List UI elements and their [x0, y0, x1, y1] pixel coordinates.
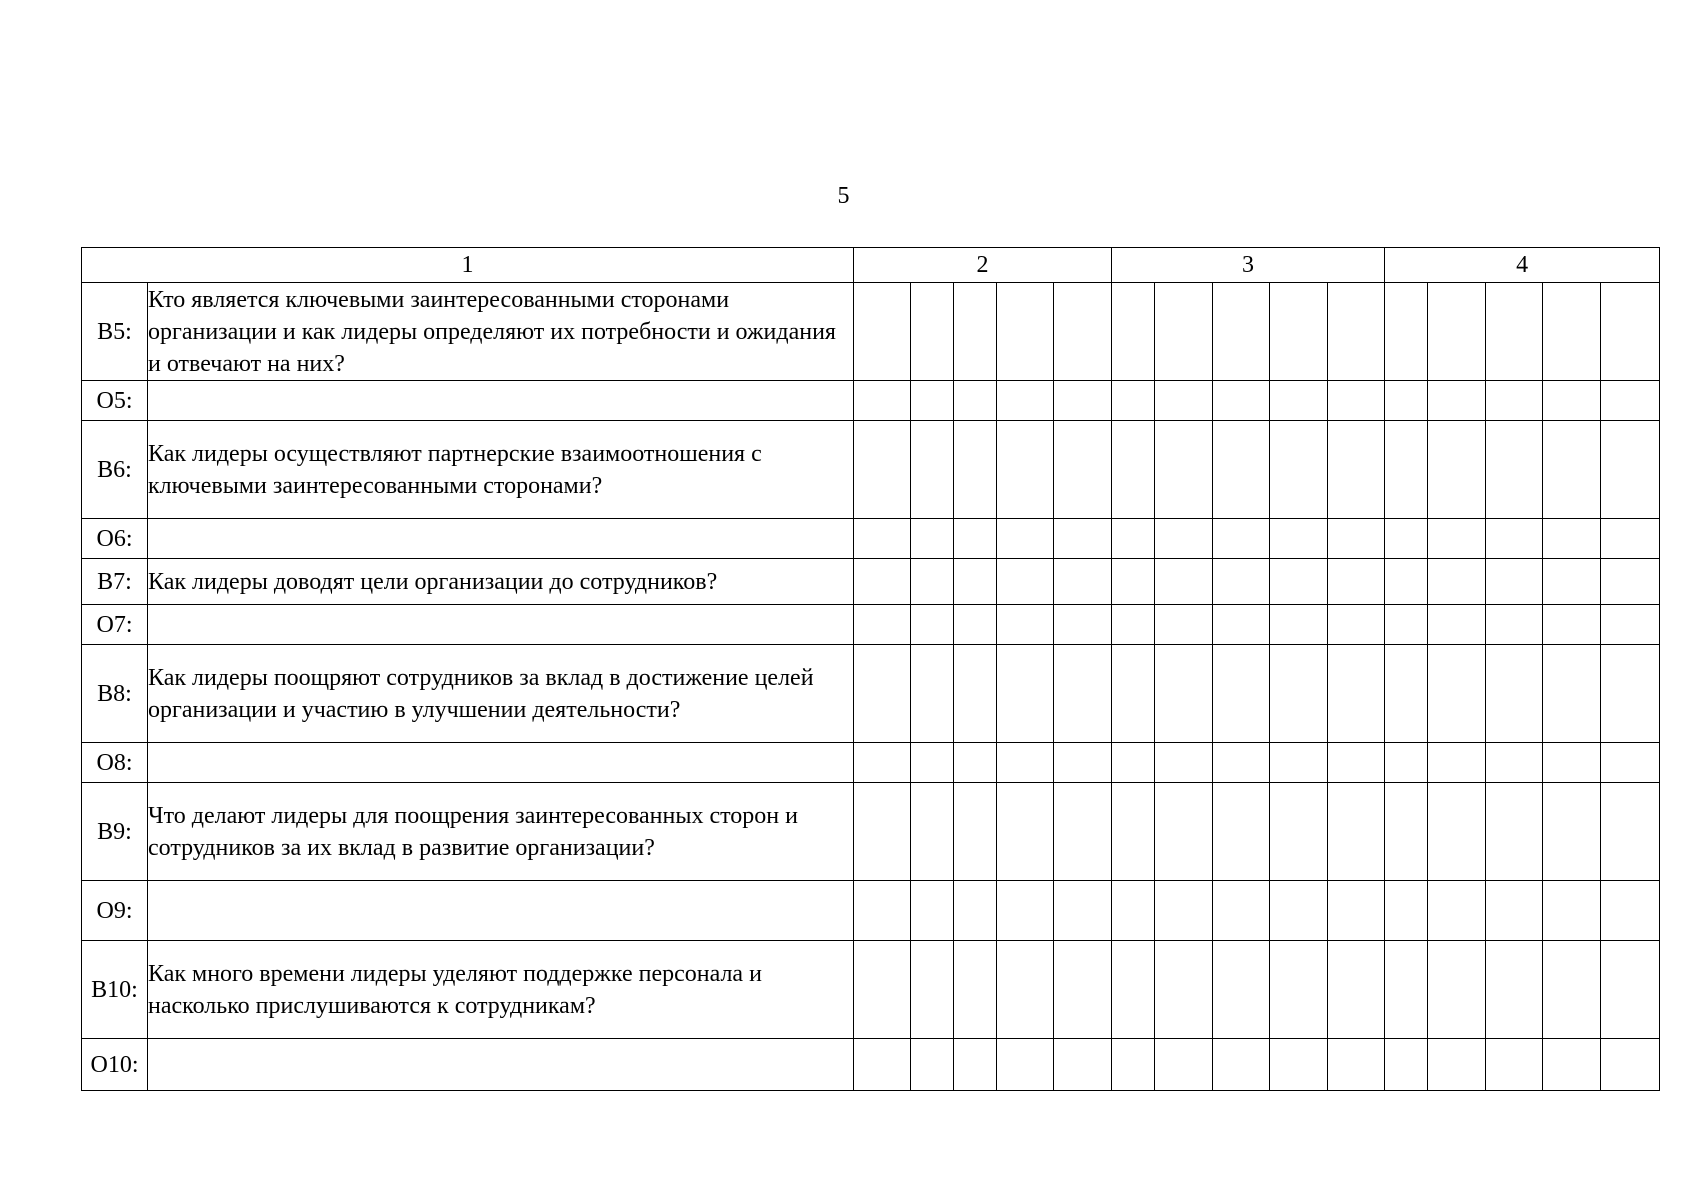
rating-cell-group-4-2	[1428, 645, 1486, 743]
question-text: Как лидеры поощряют сотрудников за вклад в достижение целей организации и участию в улучшении деятельности?	[148, 645, 854, 743]
rating-cell-group-3-5	[1328, 605, 1385, 645]
rating-cell-group-3-2	[1155, 783, 1213, 881]
rating-cell-group-3-5	[1328, 881, 1385, 941]
rating-cell-group-3-2	[1155, 283, 1213, 381]
rating-cell-group-3-3	[1213, 605, 1270, 645]
rating-cell-group-4-3	[1486, 421, 1543, 519]
rating-cell-group-3-3	[1213, 283, 1270, 381]
rating-cell-group-4-5	[1601, 645, 1660, 743]
rating-cell-group-3-4	[1270, 283, 1328, 381]
rating-cell-group-2-5	[1054, 381, 1112, 421]
rating-cell-group-3-3	[1213, 559, 1270, 605]
table-header-row	[82, 248, 1660, 283]
rating-cell-group-3-2	[1155, 559, 1213, 605]
rating-cell-group-2-4	[997, 645, 1054, 743]
answer-code: О6:	[82, 519, 148, 559]
rating-cell-group-2-2	[911, 519, 954, 559]
question-row	[82, 559, 1660, 605]
rating-cell-group-3-2	[1155, 605, 1213, 645]
rating-cell-group-3-1	[1112, 1039, 1155, 1091]
rating-cell-group-2-4	[997, 381, 1054, 421]
rating-cell-group-3-2	[1155, 941, 1213, 1039]
rating-cell-group-4-2	[1428, 941, 1486, 1039]
rating-cell-group-4-1	[1385, 381, 1428, 421]
rating-cell-group-2-5	[1054, 421, 1112, 519]
rating-cell-group-2-1	[854, 743, 911, 783]
rating-cell-group-4-3	[1486, 559, 1543, 605]
rating-cell-group-4-2	[1428, 559, 1486, 605]
rating-cell-group-3-1	[1112, 881, 1155, 941]
rating-cell-group-2-4	[997, 559, 1054, 605]
rating-cell-group-3-3	[1213, 881, 1270, 941]
answer-text-cell	[148, 605, 854, 645]
rating-cell-group-4-5	[1601, 421, 1660, 519]
rating-cell-group-3-5	[1328, 1039, 1385, 1091]
rating-cell-group-3-3	[1213, 1039, 1270, 1091]
rating-cell-group-2-2	[911, 381, 954, 421]
rating-cell-group-4-3	[1486, 881, 1543, 941]
rating-cell-group-2-5	[1054, 519, 1112, 559]
rating-cell-group-4-1	[1385, 559, 1428, 605]
rating-cell-group-2-1	[854, 783, 911, 881]
rating-cell-group-4-2	[1428, 881, 1486, 941]
question-text: Кто является ключевыми заинтересованными сторонами организации и как лидеры определяют их потребности и ожидания и отвечают на них?	[148, 283, 854, 381]
rating-cell-group-4-2	[1428, 743, 1486, 783]
survey-body	[82, 283, 1660, 1091]
rating-cell-group-4-4	[1543, 283, 1601, 381]
rating-cell-group-2-4	[997, 1039, 1054, 1091]
rating-cell-group-2-3	[954, 559, 997, 605]
rating-cell-group-3-2	[1155, 1039, 1213, 1091]
rating-cell-group-4-5	[1601, 283, 1660, 381]
answer-text-cell	[148, 381, 854, 421]
rating-cell-group-2-3	[954, 283, 997, 381]
question-text: Как много времени лидеры уделяют поддержке персонала и насколько прислушиваются к сотрудникам?	[148, 941, 854, 1039]
rating-cell-group-3-1	[1112, 283, 1155, 381]
rating-cell-group-3-3	[1213, 941, 1270, 1039]
rating-cell-group-2-5	[1054, 881, 1112, 941]
rating-cell-group-4-3	[1486, 783, 1543, 881]
rating-cell-group-4-4	[1543, 743, 1601, 783]
question-code: В9:	[82, 783, 148, 881]
answer-code: О7:	[82, 605, 148, 645]
rating-cell-group-4-1	[1385, 1039, 1428, 1091]
answer-row	[82, 881, 1660, 941]
rating-cell-group-3-5	[1328, 519, 1385, 559]
rating-cell-group-3-3	[1213, 743, 1270, 783]
rating-cell-group-3-1	[1112, 941, 1155, 1039]
rating-cell-group-4-4	[1543, 881, 1601, 941]
rating-cell-group-2-2	[911, 1039, 954, 1091]
answer-code: О9:	[82, 881, 148, 941]
answer-text-cell	[148, 743, 854, 783]
rating-cell-group-2-3	[954, 743, 997, 783]
column-header-4: 4	[1385, 248, 1660, 283]
rating-cell-group-2-2	[911, 881, 954, 941]
rating-cell-group-3-4	[1270, 645, 1328, 743]
rating-cell-group-3-1	[1112, 645, 1155, 743]
rating-cell-group-2-1	[854, 605, 911, 645]
rating-cell-group-4-5	[1601, 559, 1660, 605]
rating-cell-group-4-1	[1385, 743, 1428, 783]
question-code: В10:	[82, 941, 148, 1039]
rating-cell-group-2-1	[854, 559, 911, 605]
rating-cell-group-3-3	[1213, 645, 1270, 743]
rating-cell-group-3-1	[1112, 605, 1155, 645]
rating-cell-group-3-1	[1112, 421, 1155, 519]
rating-cell-group-4-5	[1601, 881, 1660, 941]
rating-cell-group-3-4	[1270, 519, 1328, 559]
rating-cell-group-3-4	[1270, 605, 1328, 645]
rating-cell-group-2-2	[911, 941, 954, 1039]
rating-cell-group-3-5	[1328, 743, 1385, 783]
question-row	[82, 941, 1660, 1039]
rating-cell-group-2-5	[1054, 743, 1112, 783]
rating-cell-group-2-3	[954, 421, 997, 519]
rating-cell-group-2-2	[911, 783, 954, 881]
rating-cell-group-3-5	[1328, 783, 1385, 881]
rating-cell-group-4-5	[1601, 1039, 1660, 1091]
rating-cell-group-2-4	[997, 519, 1054, 559]
rating-cell-group-4-5	[1601, 381, 1660, 421]
rating-cell-group-4-2	[1428, 783, 1486, 881]
rating-cell-group-4-3	[1486, 1039, 1543, 1091]
rating-cell-group-4-2	[1428, 519, 1486, 559]
rating-cell-group-4-5	[1601, 743, 1660, 783]
rating-cell-group-3-2	[1155, 519, 1213, 559]
rating-cell-group-2-5	[1054, 1039, 1112, 1091]
rating-cell-group-4-3	[1486, 519, 1543, 559]
rating-cell-group-4-5	[1601, 941, 1660, 1039]
rating-cell-group-3-2	[1155, 645, 1213, 743]
rating-cell-group-4-1	[1385, 645, 1428, 743]
rating-cell-group-3-2	[1155, 421, 1213, 519]
rating-cell-group-3-2	[1155, 881, 1213, 941]
rating-cell-group-2-3	[954, 519, 997, 559]
rating-cell-group-4-4	[1543, 559, 1601, 605]
rating-cell-group-2-1	[854, 1039, 911, 1091]
rating-cell-group-3-4	[1270, 381, 1328, 421]
rating-cell-group-3-5	[1328, 645, 1385, 743]
rating-cell-group-4-1	[1385, 941, 1428, 1039]
rating-cell-group-3-3	[1213, 519, 1270, 559]
question-row	[82, 783, 1660, 881]
rating-cell-group-3-4	[1270, 559, 1328, 605]
question-text: Что делают лидеры для поощрения заинтересованных сторон и сотрудников за их вклад в развитие организации?	[148, 783, 854, 881]
question-text: Как лидеры осуществляют партнерские взаимоотношения с ключевыми заинтересованными сторонами?	[148, 421, 854, 519]
rating-cell-group-4-3	[1486, 605, 1543, 645]
rating-cell-group-3-1	[1112, 381, 1155, 421]
answer-text-cell	[148, 519, 854, 559]
page-number: 5	[837, 183, 850, 209]
rating-cell-group-2-1	[854, 519, 911, 559]
answer-row	[82, 605, 1660, 645]
rating-cell-group-2-4	[997, 743, 1054, 783]
rating-cell-group-2-1	[854, 283, 911, 381]
rating-cell-group-2-5	[1054, 783, 1112, 881]
rating-cell-group-3-3	[1213, 421, 1270, 519]
column-header-1: 1	[82, 248, 854, 283]
rating-cell-group-4-3	[1486, 645, 1543, 743]
rating-cell-group-4-2	[1428, 605, 1486, 645]
rating-cell-group-3-4	[1270, 881, 1328, 941]
rating-cell-group-3-5	[1328, 421, 1385, 519]
rating-cell-group-3-1	[1112, 519, 1155, 559]
rating-cell-group-4-2	[1428, 381, 1486, 421]
rating-cell-group-4-5	[1601, 519, 1660, 559]
rating-cell-group-3-5	[1328, 381, 1385, 421]
rating-cell-group-2-3	[954, 645, 997, 743]
answer-code: О10:	[82, 1039, 148, 1091]
rating-cell-group-4-4	[1543, 645, 1601, 743]
answer-text-cell	[148, 881, 854, 941]
rating-cell-group-3-1	[1112, 559, 1155, 605]
question-text: Как лидеры доводят цели организации до сотрудников?	[148, 559, 854, 605]
rating-cell-group-2-4	[997, 941, 1054, 1039]
rating-cell-group-2-4	[997, 783, 1054, 881]
rating-cell-group-4-1	[1385, 605, 1428, 645]
rating-cell-group-4-1	[1385, 283, 1428, 381]
rating-cell-group-3-4	[1270, 421, 1328, 519]
column-header-3: 3	[1112, 248, 1385, 283]
survey-table	[81, 247, 1660, 1091]
rating-cell-group-2-5	[1054, 559, 1112, 605]
rating-cell-group-4-4	[1543, 783, 1601, 881]
rating-cell-group-2-2	[911, 605, 954, 645]
rating-cell-group-4-1	[1385, 881, 1428, 941]
rating-cell-group-3-1	[1112, 783, 1155, 881]
answer-text-cell	[148, 1039, 854, 1091]
rating-cell-group-2-4	[997, 605, 1054, 645]
rating-cell-group-4-1	[1385, 783, 1428, 881]
answer-row	[82, 1039, 1660, 1091]
rating-cell-group-2-1	[854, 381, 911, 421]
rating-cell-group-2-4	[997, 421, 1054, 519]
rating-cell-group-3-2	[1155, 743, 1213, 783]
rating-cell-group-2-1	[854, 881, 911, 941]
rating-cell-group-2-2	[911, 283, 954, 381]
rating-cell-group-4-4	[1543, 1039, 1601, 1091]
rating-cell-group-3-2	[1155, 381, 1213, 421]
rating-cell-group-2-2	[911, 559, 954, 605]
answer-code: О8:	[82, 743, 148, 783]
rating-cell-group-2-3	[954, 881, 997, 941]
rating-cell-group-4-4	[1543, 421, 1601, 519]
rating-cell-group-2-3	[954, 1039, 997, 1091]
question-row	[82, 645, 1660, 743]
rating-cell-group-2-3	[954, 941, 997, 1039]
rating-cell-group-2-5	[1054, 645, 1112, 743]
question-row	[82, 421, 1660, 519]
rating-cell-group-4-1	[1385, 421, 1428, 519]
rating-cell-group-4-5	[1601, 605, 1660, 645]
rating-cell-group-3-3	[1213, 381, 1270, 421]
rating-cell-group-3-1	[1112, 743, 1155, 783]
rating-cell-group-2-2	[911, 645, 954, 743]
rating-cell-group-4-4	[1543, 605, 1601, 645]
rating-cell-group-4-2	[1428, 421, 1486, 519]
rating-cell-group-4-4	[1543, 381, 1601, 421]
rating-cell-group-2-2	[911, 743, 954, 783]
answer-row	[82, 519, 1660, 559]
rating-cell-group-2-3	[954, 381, 997, 421]
rating-cell-group-4-3	[1486, 381, 1543, 421]
rating-cell-group-2-1	[854, 645, 911, 743]
rating-cell-group-2-2	[911, 421, 954, 519]
rating-cell-group-2-5	[1054, 605, 1112, 645]
question-code: В6:	[82, 421, 148, 519]
question-code: В8:	[82, 645, 148, 743]
rating-cell-group-3-4	[1270, 1039, 1328, 1091]
rating-cell-group-4-3	[1486, 283, 1543, 381]
rating-cell-group-4-2	[1428, 283, 1486, 381]
rating-cell-group-3-4	[1270, 783, 1328, 881]
rating-cell-group-2-5	[1054, 283, 1112, 381]
rating-cell-group-4-5	[1601, 783, 1660, 881]
answer-code: О5:	[82, 381, 148, 421]
question-row	[82, 283, 1660, 381]
rating-cell-group-4-3	[1486, 743, 1543, 783]
rating-cell-group-4-3	[1486, 941, 1543, 1039]
rating-cell-group-3-5	[1328, 283, 1385, 381]
rating-cell-group-2-5	[1054, 941, 1112, 1039]
rating-cell-group-3-5	[1328, 559, 1385, 605]
answer-row	[82, 743, 1660, 783]
rating-cell-group-2-4	[997, 881, 1054, 941]
question-code: В5:	[82, 283, 148, 381]
rating-cell-group-2-3	[954, 783, 997, 881]
rating-cell-group-3-3	[1213, 783, 1270, 881]
rating-cell-group-3-4	[1270, 743, 1328, 783]
column-header-2: 2	[854, 248, 1112, 283]
rating-cell-group-2-1	[854, 421, 911, 519]
rating-cell-group-2-3	[954, 605, 997, 645]
answer-row	[82, 381, 1660, 421]
rating-cell-group-2-4	[997, 283, 1054, 381]
rating-cell-group-4-1	[1385, 519, 1428, 559]
rating-cell-group-2-1	[854, 941, 911, 1039]
question-code: В7:	[82, 559, 148, 605]
rating-cell-group-4-2	[1428, 1039, 1486, 1091]
rating-cell-group-3-5	[1328, 941, 1385, 1039]
rating-cell-group-4-4	[1543, 519, 1601, 559]
rating-cell-group-4-4	[1543, 941, 1601, 1039]
rating-cell-group-3-4	[1270, 941, 1328, 1039]
